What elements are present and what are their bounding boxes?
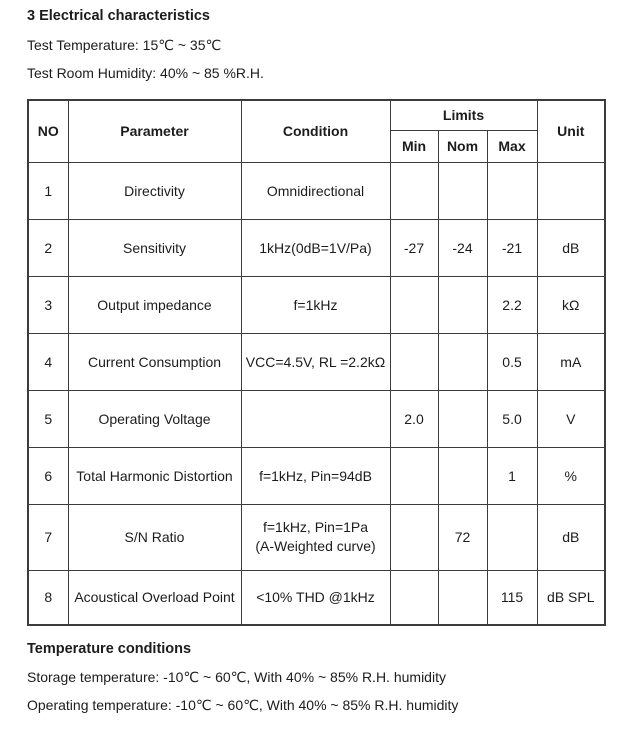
col-header-nom: Nom xyxy=(438,130,487,162)
cell-unit: V xyxy=(537,390,605,447)
cell-nom xyxy=(438,276,487,333)
cell-parameter: Output impedance xyxy=(68,276,241,333)
cell-no: 4 xyxy=(28,333,68,390)
test-humidity-line: Test Room Humidity: 40% ~ 85 %R.H. xyxy=(27,65,264,81)
cell-parameter: Total Harmonic Distortion xyxy=(68,447,241,504)
table-row-output-impedance xyxy=(28,276,605,333)
cell-no: 6 xyxy=(28,447,68,504)
cell-unit: dB xyxy=(537,219,605,276)
header-row-top xyxy=(28,100,605,130)
cell-parameter: Directivity xyxy=(68,162,241,219)
cell-unit: kΩ xyxy=(537,276,605,333)
test-temperature-line: Test Temperature: 15℃ ~ 35℃ xyxy=(27,37,222,53)
cell-condition xyxy=(241,390,390,447)
cell-max: 115 xyxy=(487,570,537,625)
temperature-conditions-block xyxy=(27,641,603,713)
temperature-conditions-heading: Temperature conditions xyxy=(27,641,192,657)
cell-min xyxy=(390,447,438,504)
cell-parameter: Operating Voltage xyxy=(68,390,241,447)
cell-nom xyxy=(438,162,487,219)
cell-condition: 1kHz(0dB=1V/Pa) xyxy=(241,219,390,276)
cell-min xyxy=(390,333,438,390)
col-header-no: NO xyxy=(28,100,68,162)
condition-line-1: f=1kHz, Pin=1Pa xyxy=(262,519,369,535)
cell-nom: 72 xyxy=(438,504,487,570)
cell-no: 2 xyxy=(28,219,68,276)
table-row-operating-voltage xyxy=(28,390,605,447)
cell-min xyxy=(390,570,438,625)
cell-condition xyxy=(241,504,390,570)
cell-no: 5 xyxy=(28,390,68,447)
table-row-directivity xyxy=(28,162,605,219)
cell-nom xyxy=(438,447,487,504)
cell-condition: f=1kHz, Pin=94dB xyxy=(241,447,390,504)
cell-min: -27 xyxy=(390,219,438,276)
cell-condition: <10% THD @1kHz xyxy=(241,570,390,625)
cell-condition: VCC=4.5V, RL =2.2kΩ xyxy=(241,333,390,390)
electrical-characteristics-table xyxy=(27,99,606,626)
operating-temperature-line: Operating temperature: -10℃ ~ 60℃, With 40% ~ 85% R.H. humidity xyxy=(27,697,459,713)
col-header-min: Min xyxy=(390,130,438,162)
cell-no: 8 xyxy=(28,570,68,625)
cell-min xyxy=(390,504,438,570)
cell-nom: -24 xyxy=(438,219,487,276)
col-header-unit: Unit xyxy=(537,100,605,162)
storage-temperature-line: Storage temperature: -10℃ ~ 60℃, With 40% ~ 85% R.H. humidity xyxy=(27,669,446,685)
cell-no: 7 xyxy=(28,504,68,570)
cell-unit: dB SPL xyxy=(537,570,605,625)
cell-unit: dB xyxy=(537,504,605,570)
col-header-limits: Limits xyxy=(390,100,537,130)
table-row-acoustical-overload xyxy=(28,570,605,625)
col-header-max: Max xyxy=(487,130,537,162)
cell-no: 1 xyxy=(28,162,68,219)
cell-min xyxy=(390,276,438,333)
condition-line-2: (A-Weighted curve) xyxy=(255,538,376,554)
cell-condition: Omnidirectional xyxy=(241,162,390,219)
cell-parameter: S/N Ratio xyxy=(68,504,241,570)
cell-parameter: Current Consumption xyxy=(68,333,241,390)
cell-max: 2.2 xyxy=(487,276,537,333)
cell-nom xyxy=(438,570,487,625)
cell-max xyxy=(487,504,537,570)
cell-unit: % xyxy=(537,447,605,504)
cell-max xyxy=(487,162,537,219)
col-header-condition: Condition xyxy=(241,100,390,162)
col-header-parameter: Parameter xyxy=(68,100,241,162)
cell-min: 2.0 xyxy=(390,390,438,447)
cell-min xyxy=(390,162,438,219)
table-row-thd xyxy=(28,447,605,504)
section-title: 3 Electrical characteristics xyxy=(27,8,210,24)
cell-unit xyxy=(537,162,605,219)
cell-max: 1 xyxy=(487,447,537,504)
table-row-sensitivity xyxy=(28,219,605,276)
cell-parameter: Sensitivity xyxy=(68,219,241,276)
cell-parameter: Acoustical Overload Point xyxy=(68,570,241,625)
cell-max: 0.5 xyxy=(487,333,537,390)
table-row-sn-ratio xyxy=(28,504,605,570)
table-row-current-consumption xyxy=(28,333,605,390)
cell-condition: f=1kHz xyxy=(241,276,390,333)
cell-nom xyxy=(438,333,487,390)
cell-no: 3 xyxy=(28,276,68,333)
cell-max: 5.0 xyxy=(487,390,537,447)
cell-max: -21 xyxy=(487,219,537,276)
cell-nom xyxy=(438,390,487,447)
cell-unit: mA xyxy=(537,333,605,390)
